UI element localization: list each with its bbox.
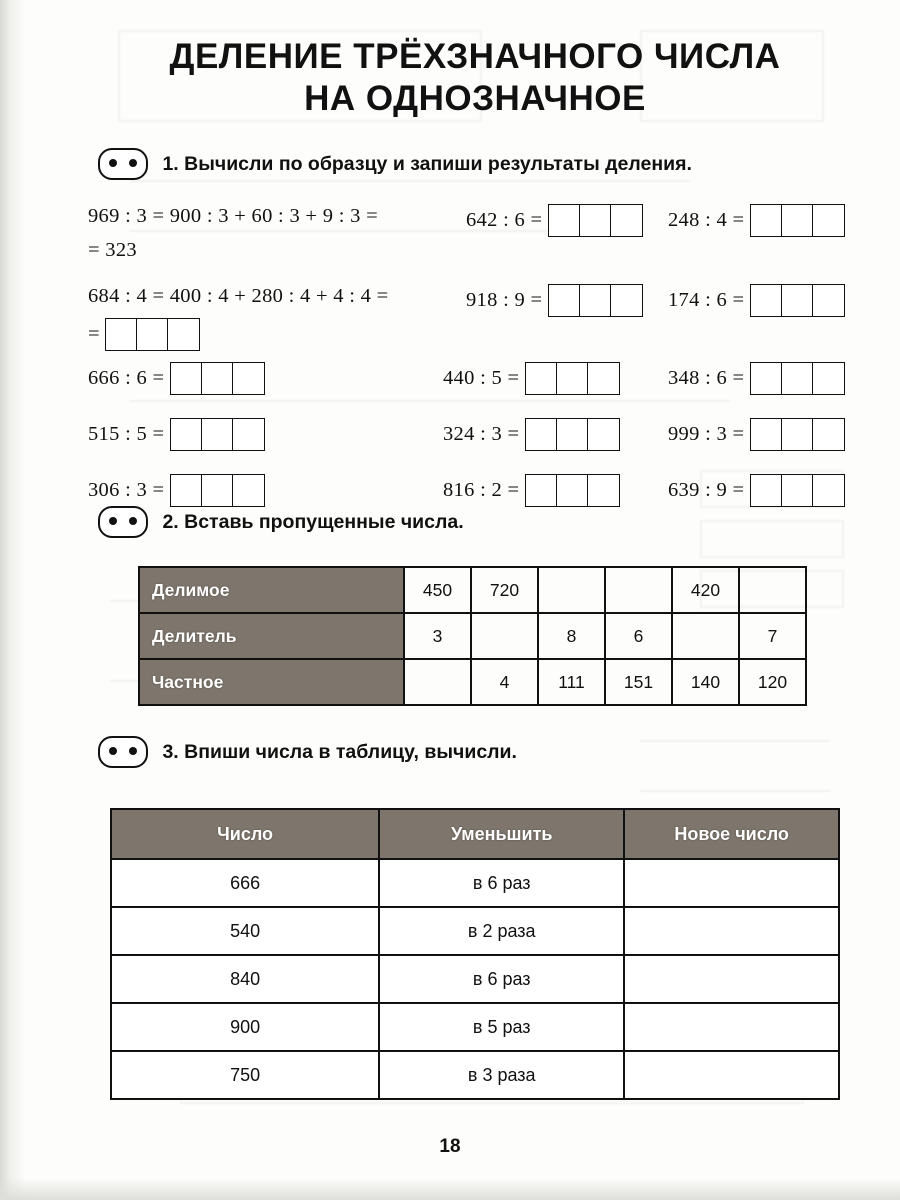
- smiley-icon: [98, 506, 148, 538]
- answer-box[interactable]: [556, 362, 589, 395]
- answer-boxes[interactable]: [751, 418, 845, 451]
- cell[interactable]: 720: [471, 567, 538, 613]
- table-row: [111, 955, 839, 1003]
- cell-number: 666: [111, 859, 379, 907]
- table-row: [111, 1051, 839, 1099]
- ex1-expression: 816 : 2 =: [443, 479, 520, 501]
- answer-boxes[interactable]: [751, 474, 845, 507]
- answer-box[interactable]: [587, 418, 620, 451]
- ex1-expression: 666 : 6 =: [88, 367, 165, 389]
- ex1-row-1-left-cont: [88, 238, 137, 262]
- cell[interactable]: 8: [538, 613, 605, 659]
- row-header-dividend: Делимое: [139, 567, 404, 613]
- answer-box[interactable]: [548, 204, 581, 237]
- page-title: [95, 36, 855, 120]
- answer-box[interactable]: [556, 474, 589, 507]
- answer-box[interactable]: [232, 362, 265, 395]
- ex1-expression: 642 : 6 =: [466, 209, 543, 231]
- answer-box[interactable]: [587, 362, 620, 395]
- ex1-row-2-left: [88, 284, 389, 308]
- answer-box[interactable]: [750, 418, 783, 451]
- column-header-reduce: Уменьшить: [379, 809, 624, 859]
- answer-boxes[interactable]: [107, 318, 201, 351]
- cell-reduce: в 6 раз: [379, 859, 624, 907]
- answer-box[interactable]: [812, 474, 845, 507]
- answer-boxes[interactable]: [171, 418, 265, 451]
- ex1-expression: 348 : 6 =: [668, 367, 745, 389]
- ex1-row-2-mid: [466, 284, 643, 317]
- cell[interactable]: 7: [739, 613, 806, 659]
- cell-number: 750: [111, 1051, 379, 1099]
- answer-box[interactable]: [610, 284, 643, 317]
- ex1-row-4-right: [668, 418, 845, 451]
- ex1-row-1-left: [88, 204, 378, 228]
- answer-box[interactable]: [556, 418, 589, 451]
- page-number: 18: [439, 1136, 461, 1157]
- cell[interactable]: [739, 567, 806, 613]
- ex1-row-5-mid: [443, 474, 620, 507]
- answer-box[interactable]: [750, 474, 783, 507]
- answer-box[interactable]: [136, 318, 169, 351]
- cell-answer[interactable]: [624, 1051, 839, 1099]
- answer-box[interactable]: [750, 204, 783, 237]
- table-row: [139, 613, 806, 659]
- ex1-expression: 440 : 5 =: [443, 367, 520, 389]
- answer-box[interactable]: [525, 418, 558, 451]
- exercise-2-table: [138, 566, 807, 706]
- cell-answer[interactable]: [624, 907, 839, 955]
- cell[interactable]: 450: [404, 567, 471, 613]
- ex1-expression: 324 : 3 =: [443, 423, 520, 445]
- column-header-number: Число: [111, 809, 379, 859]
- ex1-expression: 639 : 9 =: [668, 479, 745, 501]
- answer-box[interactable]: [579, 204, 612, 237]
- task-1-heading: [98, 148, 692, 180]
- table-header-row: [111, 809, 839, 859]
- table-row: [111, 1003, 839, 1051]
- ex1-expression: 248 : 4 =: [668, 209, 745, 231]
- answer-box[interactable]: [812, 204, 845, 237]
- ex1-expression: 306 : 3 =: [88, 479, 165, 501]
- cell[interactable]: 140: [672, 659, 739, 705]
- cell[interactable]: [471, 613, 538, 659]
- answer-box[interactable]: [812, 362, 845, 395]
- cell-number: 540: [111, 907, 379, 955]
- ex1-row-1-mid: [466, 204, 643, 237]
- cell[interactable]: [538, 567, 605, 613]
- cell-number: 840: [111, 955, 379, 1003]
- answer-box[interactable]: [201, 474, 234, 507]
- row-header-divisor: Делитель: [139, 613, 404, 659]
- answer-box[interactable]: [170, 418, 203, 451]
- answer-box[interactable]: [525, 474, 558, 507]
- cell-reduce: в 2 раза: [379, 907, 624, 955]
- cell-reduce: в 3 раза: [379, 1051, 624, 1099]
- column-header-new-number: Новое число: [624, 809, 839, 859]
- ex1-row-4-left: [88, 418, 265, 451]
- cell[interactable]: 420: [672, 567, 739, 613]
- cell[interactable]: [605, 567, 672, 613]
- answer-box[interactable]: [525, 362, 558, 395]
- exercise-3-table: [110, 808, 840, 1100]
- ex1-expression: 969 : 3 = 900 : 3 + 60 : 3 + 9 : 3 =: [88, 204, 378, 227]
- answer-boxes[interactable]: [526, 474, 620, 507]
- cell-answer[interactable]: [624, 955, 839, 1003]
- row-header-quotient: Частное: [139, 659, 404, 705]
- answer-box[interactable]: [579, 284, 612, 317]
- answer-box[interactable]: [781, 362, 814, 395]
- ex1-row-3-right: [668, 362, 845, 395]
- answer-boxes[interactable]: [751, 204, 845, 237]
- ex1-row-2-right: [668, 284, 845, 317]
- answer-box[interactable]: [232, 418, 265, 451]
- answer-boxes[interactable]: [549, 284, 643, 317]
- answer-box[interactable]: [201, 418, 234, 451]
- cell-number: 900: [111, 1003, 379, 1051]
- answer-box[interactable]: [812, 284, 845, 317]
- cell[interactable]: 120: [739, 659, 806, 705]
- answer-box[interactable]: [170, 362, 203, 395]
- ex1-row-2-left-cont: [88, 318, 200, 351]
- cell[interactable]: 4: [471, 659, 538, 705]
- ex1-expression: 999 : 3 =: [668, 423, 745, 445]
- cell[interactable]: 3: [404, 613, 471, 659]
- answer-boxes[interactable]: [171, 474, 265, 507]
- task-3-label: 3. Впиши числа в таблицу, вычисли.: [162, 740, 517, 763]
- cell[interactable]: [404, 659, 471, 705]
- task-2-label: 2. Вставь пропущенные числа.: [162, 510, 464, 533]
- ex1-expression: 515 : 5 =: [88, 423, 165, 445]
- ex1-expression: 918 : 9 =: [466, 289, 543, 311]
- answer-box[interactable]: [781, 204, 814, 237]
- ex1-expression: = 323: [88, 238, 137, 261]
- cell-reduce: в 5 раз: [379, 1003, 624, 1051]
- answer-box[interactable]: [105, 318, 138, 351]
- table-row: [139, 659, 806, 705]
- answer-box[interactable]: [201, 362, 234, 395]
- page-title-line1: ДЕЛЕНИЕ ТРЁХЗНАЧНОГО ЧИСЛА: [169, 37, 781, 76]
- answer-boxes[interactable]: [751, 362, 845, 395]
- task-2-heading: [98, 506, 464, 538]
- table-row: [111, 907, 839, 955]
- answer-box[interactable]: [232, 474, 265, 507]
- table-row: [111, 859, 839, 907]
- answer-box[interactable]: [750, 362, 783, 395]
- answer-box[interactable]: [587, 474, 620, 507]
- ex1-row-5-left: [88, 474, 265, 507]
- answer-box[interactable]: [781, 474, 814, 507]
- answer-box[interactable]: [167, 318, 200, 351]
- cell-reduce: в 6 раз: [379, 955, 624, 1003]
- answer-box[interactable]: [812, 418, 845, 451]
- ex1-expression: 174 : 6 =: [668, 289, 745, 311]
- ex1-expression: 684 : 4 = 400 : 4 + 280 : 4 + 4 : 4 =: [88, 284, 389, 307]
- task-3-heading: [98, 736, 517, 768]
- ex1-row-4-mid: [443, 418, 620, 451]
- smiley-icon: [98, 148, 148, 180]
- answer-box[interactable]: [610, 204, 643, 237]
- cell[interactable]: 6: [605, 613, 672, 659]
- answer-box[interactable]: [781, 284, 814, 317]
- table-row: [139, 567, 806, 613]
- ex1-row-1-right: [668, 204, 845, 237]
- answer-boxes[interactable]: [549, 204, 643, 237]
- task-1-label: 1. Вычисли по образцу и запиши результаты деления.: [162, 152, 692, 175]
- smiley-icon: [98, 736, 148, 768]
- page-title-line2: НА ОДНОЗНАЧНОЕ: [304, 79, 646, 118]
- cell-answer[interactable]: [624, 859, 839, 907]
- ex1-row-5-right: [668, 474, 845, 507]
- answer-box[interactable]: [170, 474, 203, 507]
- cell-answer[interactable]: [624, 1003, 839, 1051]
- ex1-row-3-mid: [443, 362, 620, 395]
- answer-boxes[interactable]: [751, 284, 845, 317]
- answer-box[interactable]: [548, 284, 581, 317]
- answer-box[interactable]: [750, 284, 783, 317]
- answer-boxes[interactable]: [526, 418, 620, 451]
- answer-boxes[interactable]: [526, 362, 620, 395]
- answer-boxes[interactable]: [171, 362, 265, 395]
- ex1-expression: =: [88, 323, 100, 345]
- answer-box[interactable]: [781, 418, 814, 451]
- cell[interactable]: 111: [538, 659, 605, 705]
- cell[interactable]: 151: [605, 659, 672, 705]
- cell[interactable]: [672, 613, 739, 659]
- ex1-row-3-left: [88, 362, 265, 395]
